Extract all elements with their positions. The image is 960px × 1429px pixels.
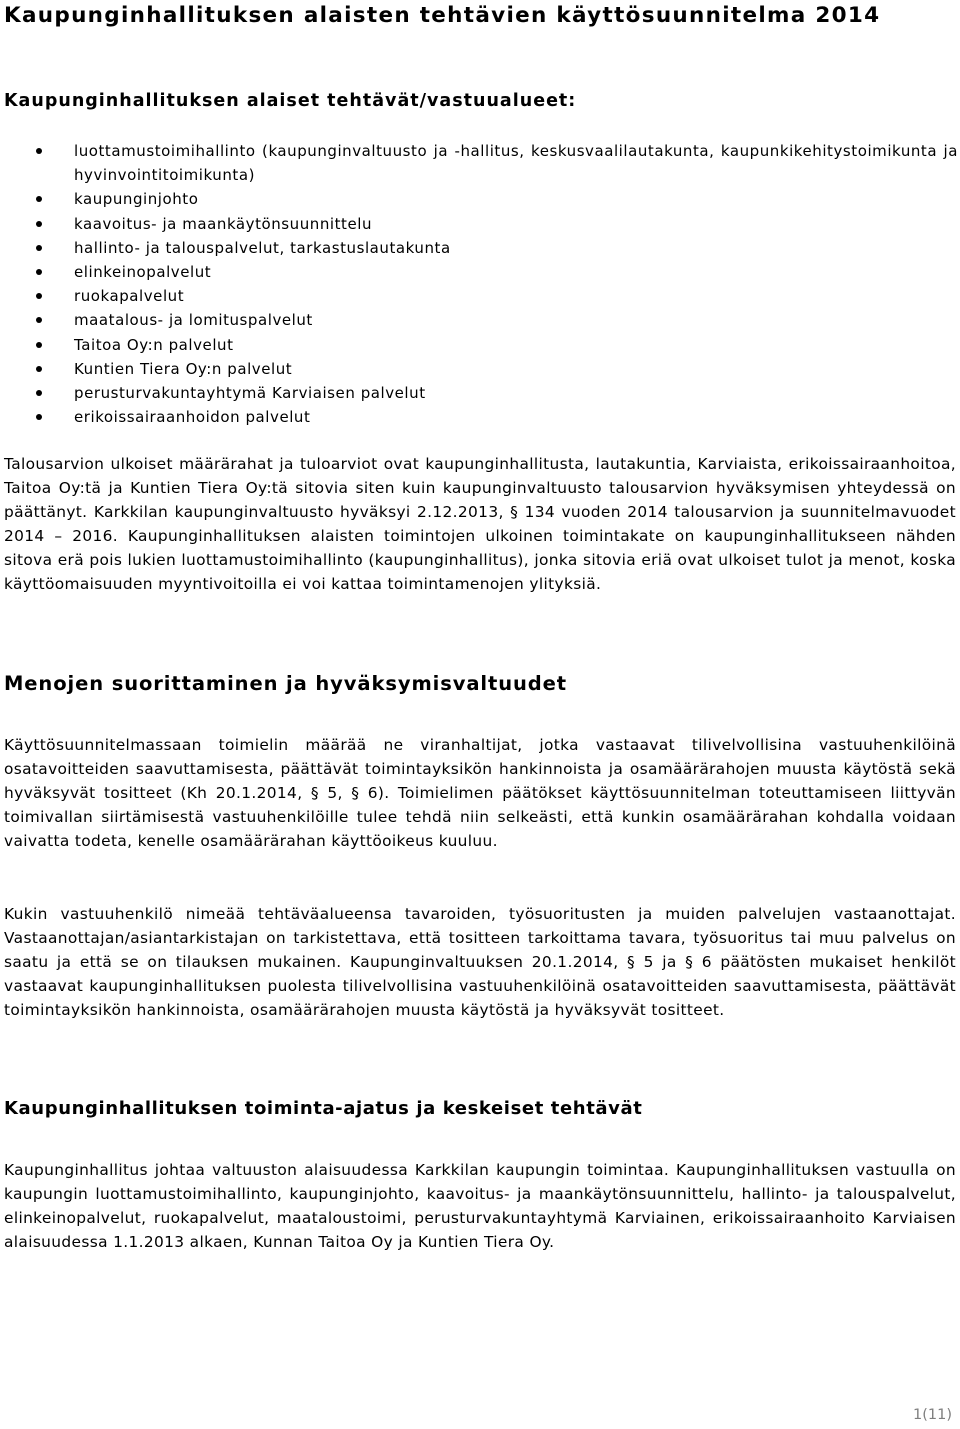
- list-item-text: erikoissairaanhoidon palvelut: [74, 408, 311, 427]
- section-heading-mission: Kaupunginhallituksen toiminta-ajatus ja keskeiset tehtävät: [4, 1098, 643, 1119]
- list-item: [0, 381, 958, 405]
- list-item-text: kaavoitus- ja maankäytönsuunnittelu: [74, 214, 373, 233]
- list-item: [0, 357, 958, 381]
- list-item-text: Kuntien Tiera Oy:n palvelut: [74, 359, 293, 378]
- responsibility-list: [0, 139, 958, 429]
- mission-paragraph: Kaupunginhallitus johtaa valtuuston alaisuudessa Karkkilan kaupungin toimintaa. Kaupunginhallituksen vastuulla on kaupungin luottamustoimihallinto, kaupunginjohto, kaavoitus- ja maankäytönsuunnittelu, hallinto- ja talouspalvelut, elinkeinopalvelut, ruokapalvelut, maataloustoimi, perusturvakuntayhtymä Karviainen, erikoissairaanhoito Karviaisen alaisuudessa 1.1.2013 alkaen, Kunnan Taitoa Oy ja Kuntien Tiera Oy.: [4, 1161, 956, 1252]
- section-subtitle: Kaupunginhallituksen alaiset tehtävät/vastuualueet:: [4, 91, 577, 111]
- list-item: [0, 212, 958, 236]
- budget-paragraph: Talousarvion ulkoiset määrärahat ja tuloarviot ovat kaupunginhallitusta, lautakuntia, Karviaista, erikoissairaanhoitoa, Taitoa Oy:tä ja Kuntien Tiera Oy:tä sitovia siten kuin kaupunginvaltuusto talousarvion hyväksymisen yhteydessä on päättänyt. Karkkilan kaupunginvaltuusto hyväksyi 2.12.2013, § 134 vuoden 2014 talousarvion ja suunnitelmavuodet 2014 – 2016. Kaupunginhallituksen alaisten toimintojen ulkoinen toimintakate on kaupunginhallitukseen nähden sitova erä pois lukien luottamustoimihallinto (kaupunginhallitus), jonka sitovia eriä ovat ulkoiset tulot ja menot, koska käyttöomaisuuden myyntivoitoilla ei voi kattaa toimintamenojen ylityksiä.: [4, 455, 956, 594]
- bullet-icon: [36, 390, 42, 396]
- bullet-icon: [36, 342, 42, 348]
- section-heading-approval: Menojen suorittaminen ja hyväksymisvaltuudet: [4, 672, 567, 695]
- list-item: [0, 260, 958, 284]
- list-item: [0, 187, 958, 211]
- list-item-text: Taitoa Oy:n palvelut: [74, 335, 234, 354]
- list-item-text: luottamustoimihallinto (kaupunginvaltuusto ja -hallitus, keskusvaalilautakunta, kaupunkikehitystoimikunta ja hyvinvointitoimikunta): [74, 142, 958, 185]
- list-item: [0, 333, 958, 357]
- list-item: [0, 284, 958, 308]
- bullet-icon: [36, 293, 42, 299]
- bullet-icon: [36, 148, 42, 154]
- list-item: [0, 236, 958, 260]
- list-item-text: ruokapalvelut: [74, 287, 185, 306]
- bullet-icon: [36, 269, 42, 275]
- list-item: [0, 405, 958, 429]
- list-item: [0, 308, 958, 332]
- bullet-icon: [36, 414, 42, 420]
- bullet-icon: [36, 366, 42, 372]
- bullet-icon: [36, 245, 42, 251]
- page-number: 1(11): [913, 1407, 952, 1423]
- list-item-text: elinkeinopalvelut: [74, 263, 212, 282]
- page-title: Kaupunginhallituksen alaisten tehtävien käyttösuunnitelma 2014: [4, 3, 881, 28]
- list-item-text: maatalous- ja lomituspalvelut: [74, 311, 313, 330]
- bullet-icon: [36, 317, 42, 323]
- list-item-text: perusturvakuntayhtymä Karviaisen palvelut: [74, 384, 426, 403]
- bullet-icon: [36, 221, 42, 227]
- bullet-icon: [36, 196, 42, 202]
- list-item-text: hallinto- ja talouspalvelut, tarkastuslautakunta: [74, 238, 451, 257]
- approval-paragraph: Käyttösuunnitelmassaan toimielin määrää ne viranhaltijat, jotka vastaavat tilivelvollisina vastuuhenkilöinä osatavoitteiden saavuttamisesta, päättävät toimintayksikön hankinnoista ja osamäärärahojen muusta käytöstä sekä hyväksyvät tositteet (Kh 20.1.2014, § 5, § 6). Toimielimen päätökset käyttösuunnitelman toteuttamiseen liittyvän toimivallan siirtämisestä vastuuhenkilöille tulee tehdä niin selkeästi, että kunkin osamäärärahan kohdalla voidaan vaivatta todeta, kenelle osamäärärahan käyttöoikeus kuuluu.: [4, 736, 956, 851]
- list-item-text: kaupunginjohto: [74, 190, 199, 209]
- receiver-paragraph: Kukin vastuuhenkilö nimeää tehtäväalueensa tavaroiden, työsuoritusten ja muiden palvelujen vastaanottajat. Vastaanottajan/asiantarkistajan on tarkistettava, että tositteen tarkoittama tavara, työsuoritus tai muu palvelus on saatu ja että se on tilauksen mukainen. Kaupunginvaltuuksen 20.1.2014, § 5 ja § 6 päätösten mukaiset henkilöt vastaavat kaupunginhallituksen puolesta tilivelvollisina vastuuhenkilöinä osatavoitteiden saavuttamisesta, päättävät toimintayksikön hankinnoista, osamäärärahojen muusta käytöstä ja hyväksyvät tositteet.: [4, 905, 956, 1020]
- list-item: [0, 139, 958, 187]
